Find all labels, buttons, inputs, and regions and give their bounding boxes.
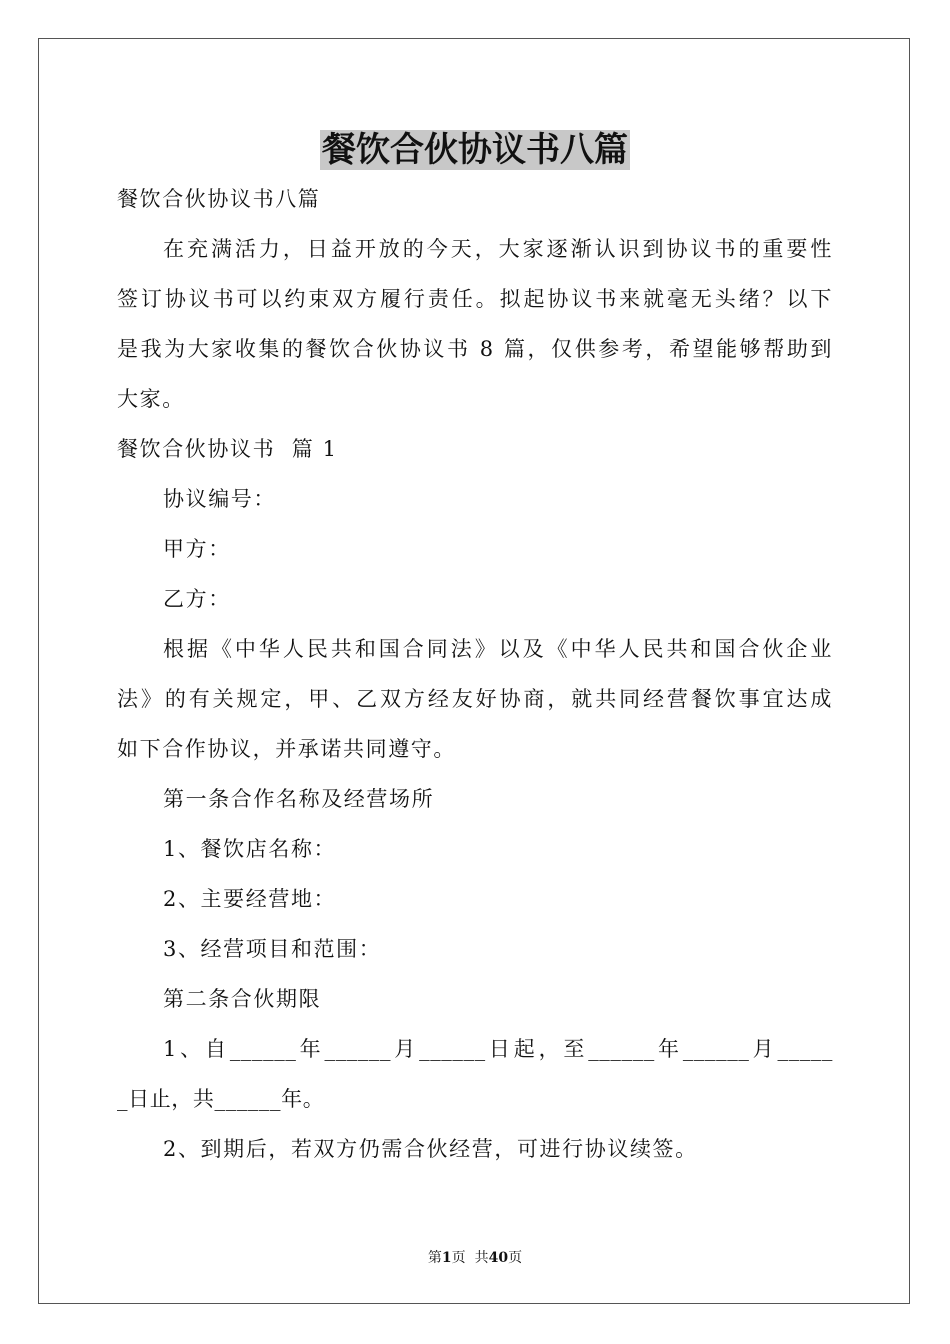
footer-total-pages: 40	[488, 1250, 509, 1266]
article-1-item-2: 2、主要经营地：	[163, 887, 337, 911]
article-1-heading: 第一条合作名称及经营场所	[163, 787, 435, 811]
article-1-item-3: 3、经营项目和范围：	[163, 937, 382, 961]
basis-line-1: 根据《中华人民共和国合同法》以及《中华人民共和国合伙企业	[163, 637, 833, 661]
footer-current-page: 1	[441, 1250, 452, 1266]
article-2-item-1-line-2: _日止，共______年。	[117, 1087, 325, 1111]
basis-line-3: 如下合作协议，并承诺共同遵守。	[117, 737, 456, 761]
document-title-text: 餐饮合伙协议书八篇	[322, 130, 628, 170]
agreement-number-field: 协议编号：	[163, 487, 276, 511]
intro-line-3: 是我为大家收集的餐饮合伙协议书 8 篇，仅供参考，希望能够帮助到	[117, 337, 833, 361]
basis-line-2: 法》的有关规定，甲、乙双方经友好协商，就共同经营餐饮事宜达成	[117, 687, 833, 711]
document-title	[0, 124, 950, 176]
party-a-field: 甲方：	[163, 537, 231, 561]
article-2-heading: 第二条合伙期限	[163, 987, 322, 1011]
footer-mid: 页 共	[451, 1250, 489, 1266]
document-body	[117, 174, 833, 1174]
footer-suffix: 页	[508, 1250, 523, 1266]
article-2-item-2: 2、到期后，若双方仍需合伙经营，可进行协议续签。	[163, 1137, 698, 1161]
section-heading: 餐饮合伙协议书 篇 1	[117, 437, 338, 461]
intro-line-1: 在充满活力，日益开放的今天，大家逐渐认识到协议书的重要性	[163, 237, 833, 261]
intro-line-2: 签订协议书可以约束双方履行责任。拟起协议书来就毫无头绪？以下	[117, 287, 833, 311]
footer-prefix: 第	[427, 1250, 442, 1266]
page-footer	[0, 1248, 950, 1268]
article-2-item-1-line-1: 1、自______年______月______日起，至______年______月_____	[163, 1037, 833, 1061]
subtitle: 餐饮合伙协议书八篇	[117, 187, 321, 211]
article-1-item-1: 1、餐饮店名称：	[163, 837, 337, 861]
party-b-field: 乙方：	[163, 587, 231, 611]
intro-line-4: 大家。	[117, 387, 185, 411]
